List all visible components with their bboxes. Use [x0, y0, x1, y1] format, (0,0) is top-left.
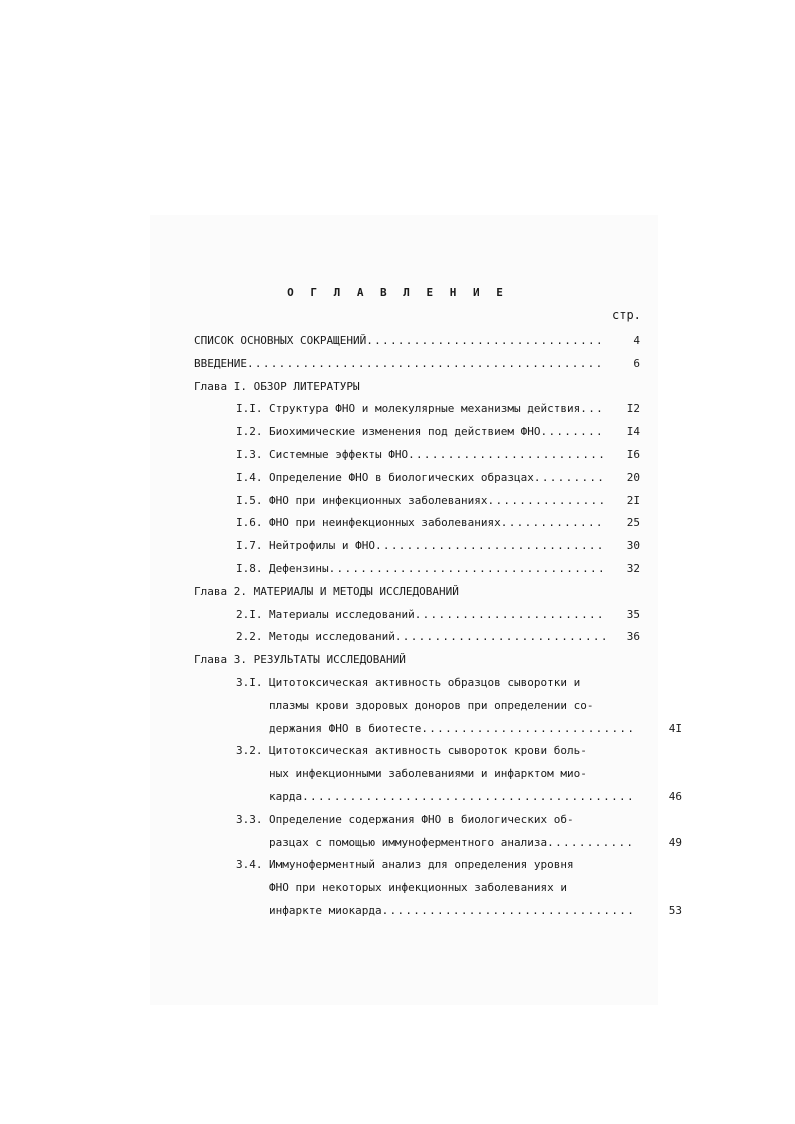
- entry-text: СПИСОК ОСНОВНЫХ СОКРАЩЕНИЙ: [194, 334, 367, 347]
- section-number: I.4.: [236, 470, 263, 484]
- dot-leader: [534, 467, 606, 490]
- entry-page: I4: [626, 425, 640, 439]
- section-number: 3.4.: [236, 858, 263, 872]
- section-number: I.I.: [236, 402, 263, 416]
- entry-text-line: карда: [269, 789, 303, 803]
- entry-text-line: ных инфекционными заболеваниями и инфарктом мио-: [269, 767, 587, 781]
- toc-entry: [236, 604, 640, 627]
- toc-entry: [194, 330, 640, 353]
- entry-page: 32: [626, 561, 640, 575]
- entry-text: Нейтрофилы и ФНО: [269, 539, 375, 553]
- dot-leader: [302, 786, 633, 809]
- entry-page: 46: [668, 789, 682, 803]
- entry-text: ФНО при неинфекционных заболеваниях: [269, 516, 501, 530]
- entry-text-line: инфаркте миокарда: [269, 903, 382, 917]
- dot-leader: [382, 900, 633, 923]
- section-number: I.3.: [236, 447, 263, 461]
- toc-entry: [236, 854, 682, 922]
- toc-entry: [236, 398, 640, 421]
- entry-text: ФНО при инфекционных заболеваниях: [269, 493, 488, 507]
- section-number: I.8.: [236, 561, 263, 575]
- section-number: 2.I.: [236, 607, 263, 621]
- toc-entry: [236, 740, 682, 808]
- dot-leader: [395, 626, 606, 649]
- page-column-label: стр.: [612, 308, 641, 322]
- entry-page: 25: [626, 516, 640, 530]
- dot-leader: [329, 558, 606, 581]
- toc-chapter: [194, 649, 640, 672]
- entry-page: 49: [668, 835, 682, 849]
- entry-page: 53: [668, 903, 682, 917]
- dot-leader: [421, 718, 633, 741]
- table-of-contents: [194, 330, 682, 923]
- toc-entry: [236, 809, 682, 855]
- dot-leader: [488, 490, 606, 513]
- entry-text: ВВЕДЕНИЕ: [194, 356, 247, 370]
- section-number: 2.2.: [236, 630, 263, 644]
- entry-text: Методы исследований: [269, 630, 395, 644]
- toc-entry: [194, 353, 640, 376]
- chapter-heading: Глава I. ОБЗОР ЛИТЕРАТУРЫ: [194, 379, 360, 393]
- section-number: 3.I.: [236, 675, 263, 689]
- section-number: I.5.: [236, 493, 263, 507]
- entry-text: Материалы исследований: [269, 607, 415, 621]
- entry-page: 2I: [626, 493, 640, 507]
- entry-page: 4: [633, 334, 640, 347]
- dot-leader: [375, 535, 606, 558]
- entry-text-line: разцах с помощью иммуноферментного анализа: [269, 835, 548, 849]
- dot-leader: [366, 330, 606, 353]
- toc-entry: [236, 558, 640, 581]
- dot-leader: [541, 421, 606, 444]
- entry-page: 30: [626, 539, 640, 553]
- section-number: I.2.: [236, 425, 263, 439]
- toc-entry: [236, 490, 640, 513]
- entry-text: Определение ФНО в биологических образцах: [269, 470, 534, 484]
- dot-leader: [501, 512, 606, 535]
- toc-entry: [236, 421, 640, 444]
- entry-page: 36: [626, 630, 640, 644]
- chapter-heading: Глава 3. РЕЗУЛЬТАТЫ ИССЛЕДОВАНИЙ: [194, 653, 406, 667]
- entry-page: 35: [626, 607, 640, 621]
- dot-leader: [408, 444, 606, 467]
- entry-text-line: Определение содержания ФНО в биологических об-: [269, 812, 574, 826]
- entry-text: Дефензины: [269, 561, 329, 575]
- entry-page: 20: [626, 470, 640, 484]
- dot-leader: [247, 353, 606, 376]
- entry-text-line: держания ФНО в биотесте: [269, 721, 422, 735]
- dot-leader: [415, 604, 606, 627]
- entry-page: I6: [626, 447, 640, 461]
- section-number: I.7.: [236, 539, 263, 553]
- entry-text-line: плазмы крови здоровых доноров при определении со-: [269, 698, 594, 712]
- entry-page: 4I: [668, 721, 682, 735]
- toc-entry: [236, 467, 640, 490]
- toc-entry: [236, 626, 640, 649]
- entry-page: I2: [626, 402, 640, 416]
- dot-leader: [580, 398, 606, 421]
- toc-entry: [236, 444, 640, 467]
- toc-title: О Г Л А В Л Е Н И Е: [287, 286, 508, 299]
- entry-text-line: Иммуноферментный анализ для определения уровня: [269, 858, 574, 872]
- toc-chapter: [194, 376, 640, 399]
- entry-text-line: Цитотоксическая активность образцов сыворотки и: [269, 675, 581, 689]
- entry-text-line: Цитотоксическая активность сывороток крови боль-: [269, 744, 587, 758]
- toc-chapter: [194, 581, 640, 604]
- section-number: I.6.: [236, 516, 263, 530]
- entry-text: Биохимические изменения под действием ФНО: [269, 425, 541, 439]
- toc-entry: [236, 672, 682, 740]
- section-number: 3.3.: [236, 812, 263, 826]
- chapter-heading: Глава 2. МАТЕРИАЛЫ И МЕТОДЫ ИССЛЕДОВАНИЙ: [194, 584, 459, 598]
- toc-entry: [236, 512, 640, 535]
- section-number: 3.2.: [236, 744, 263, 758]
- entry-page: 6: [633, 356, 640, 370]
- entry-text-line: ФНО при некоторых инфекционных заболеваниях и: [269, 881, 568, 895]
- dot-leader: [547, 832, 633, 855]
- toc-entry: [236, 535, 640, 558]
- entry-text: Структура ФНО и молекулярные механизмы действия: [269, 402, 581, 416]
- entry-text: Системные эффекты ФНО: [269, 447, 409, 461]
